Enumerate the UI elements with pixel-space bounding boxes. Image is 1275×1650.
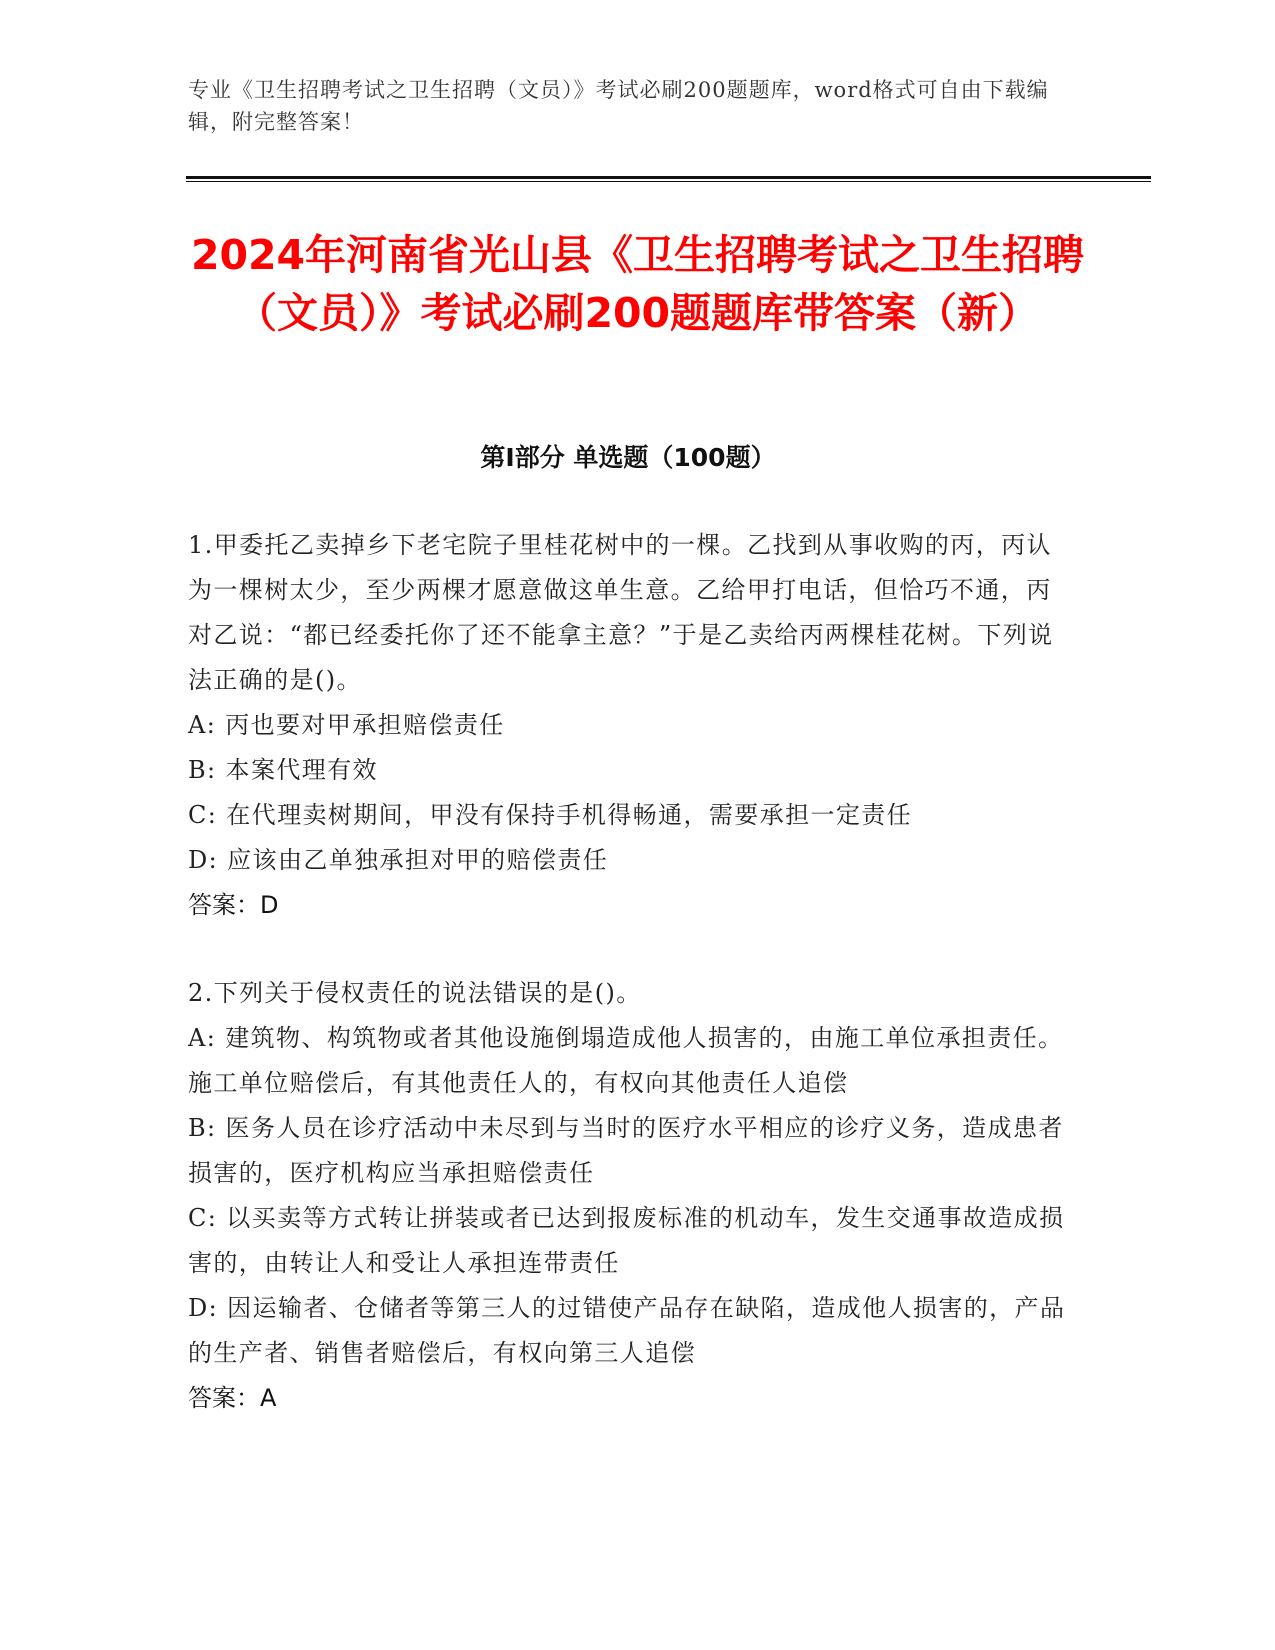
question-1 bbox=[188, 523, 1068, 928]
header-rule-thick bbox=[186, 176, 1151, 179]
header-note: 专业《卫生招聘考试之卫生招聘（文员）》考试必刷200题题库，word格式可自由下载编辑，附完整答案！ bbox=[188, 78, 1049, 134]
question-list bbox=[188, 523, 1068, 1464]
answer: 答案：A bbox=[188, 1384, 277, 1412]
option-b: B: 医务人员在诊疗活动中未尽到与当时的医疗水平相应的诊疗义务，造成患者损害的，医疗机构应当承担赔偿责任 bbox=[188, 1114, 1064, 1187]
option-c: C: 在代理卖树期间，甲没有保持手机得畅通，需要承担一定责任 bbox=[188, 801, 913, 829]
option-a: A: 建筑物、构筑物或者其他设施倒塌造成他人损害的，由施工单位承担责任。施工单位赔偿后，有其他责任人的，有权向其他责任人追偿 bbox=[188, 1024, 1064, 1097]
option-a: A: 丙也要对甲承担赔偿责任 bbox=[188, 711, 505, 739]
option-c: C: 以买卖等方式转让拼装或者已达到报废标准的机动车，发生交通事故造成损害的，由转让人和受让人承担连带责任 bbox=[188, 1204, 1065, 1277]
header-rule-thin bbox=[186, 181, 1151, 182]
option-d: D: 因运输者、仓储者等第三人的过错使产品存在缺陷，造成他人损害的，产品的生产者、销售者赔偿后，有权向第三人追偿 bbox=[188, 1294, 1066, 1367]
question-2 bbox=[188, 971, 1068, 1421]
answer: 答案：D bbox=[188, 891, 279, 919]
question-stem: 2.下列关于侵权责任的说法错误的是()。 bbox=[188, 979, 642, 1007]
option-d: D: 应该由乙单独承担对甲的赔偿责任 bbox=[188, 846, 609, 874]
section-title: 第Ⅰ部分 单选题（100题） bbox=[480, 443, 776, 472]
document-title: 2024年河南省光山县《卫生招聘考试之卫生招聘（文员）》考试必刷200题题库带答案（新） bbox=[190, 231, 1085, 337]
question-stem: 1.甲委托乙卖掉乡下老宅院子里桂花树中的一棵。乙找到从事收购的丙，丙认为一棵树太少，至少两棵才愿意做这单生意。乙给甲打电话，但恰巧不通，丙对乙说：“都已经委托你了还不能拿主意？”于是乙卖给丙两棵桂花树。下列说法正确的是()。 bbox=[188, 531, 1054, 694]
option-b: B: 本案代理有效 bbox=[188, 756, 378, 784]
